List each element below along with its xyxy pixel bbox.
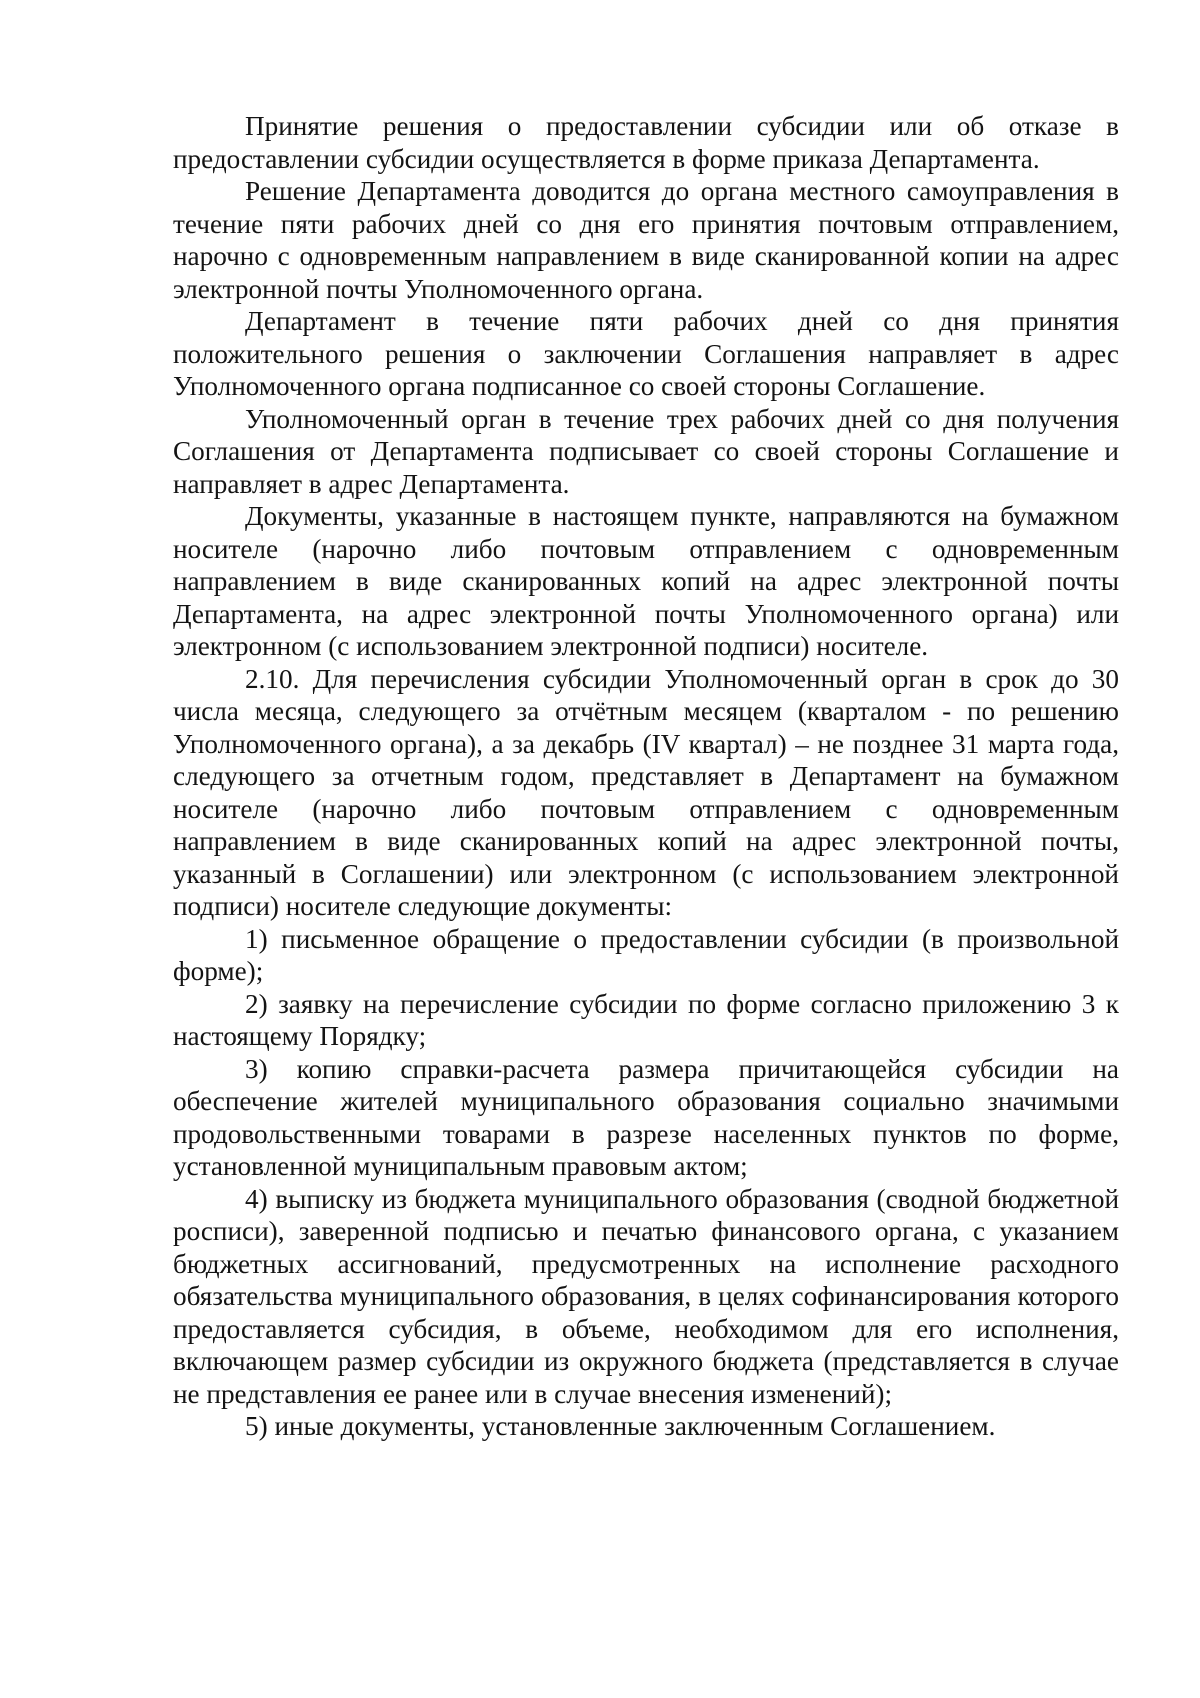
paragraph-agreement-signing: Уполномоченный орган в течение трех рабочих дней со дня получения Соглашения от Департамента подписывает со своей стороны Соглашение и направляет в адрес Департамента. [173, 403, 1119, 499]
list-item-5: 5) иные документы, установленные заключенным Соглашением. [245, 1411, 996, 1441]
paragraph-decision-form: Принятие решения о предоставлении субсидии или об отказе в предоставлении субсидии осуществляется в форме приказа Департамента. [173, 111, 1119, 174]
paragraph-decision-notice: Решение Департамента доводится до органа местного самоуправления в течение пяти рабочих дней со дня его принятия почтовым отправлением, нарочно с одновременным направлением в виде сканированной копии на адрес электронной почты Уполномоченного органа. [173, 176, 1119, 304]
document-page [173, 110, 1119, 1443]
paragraph-agreement-sending: Департамент в течение пяти рабочих дней со дня принятия положительного решения о заключении Соглашения направляет в адрес Уполномоченного органа подписанное со своей стороны Соглашение. [173, 306, 1119, 401]
paragraph-documents-delivery: Документы, указанные в настоящем пункте, направляются на бумажном носителе (нарочно либо почтовым отправлением с одновременным направлением в виде сканированных копий на адрес электронной почты Департамента, на адрес электронной почты Уполномоченного органа) или электронном (с использованием электронной подписи) носителе. [173, 501, 1119, 661]
list-item-3: 3) копию справки-расчета размера причитающейся субсидии на обеспечение жителей муниципального образования социально значимыми продовольственными товарами в разрезе населенных пунктов по форме, установленной муниципальным правовым актом; [173, 1053, 1119, 1181]
list-item-2: 2) заявку на перечисление субсидии по форме согласно приложению 3 к настоящему Порядку; [173, 988, 1119, 1051]
paragraph-section-2-10: 2.10. Для перечисления субсидии Уполномоченный орган в срок до 30 числа месяца, следующего за отчётным месяцем (кварталом - по решению Уполномоченного органа), а за декабрь (IV квартал) – не позднее 31 марта года, следующего за отчетным годом, представляет в Департамент на бумажном носителе (нарочно либо почтовым отправлением с одновременным направлением в виде сканированных копий на адрес электронной почты, указанный в Соглашении) или электронном (с использованием электронной подписи) носителе следующие документы: [173, 663, 1119, 921]
list-item-4: 4) выписку из бюджета муниципального образования (сводной бюджетной росписи), заверенной подписью и печатью финансового органа, с указанием бюджетных ассигнований, предусмотренных на исполнение расходного обязательства муниципального образования, в целях софинансирования которого предоставляется субсидия, в объеме, необходимом для его исполнения, включающем размер субсидии из окружного бюджета (представляется в случае не представления ее ранее или в случае внесения изменений); [173, 1183, 1119, 1409]
list-item-1: 1) письменное обращение о предоставлении субсидии (в произвольной форме); [173, 923, 1119, 986]
